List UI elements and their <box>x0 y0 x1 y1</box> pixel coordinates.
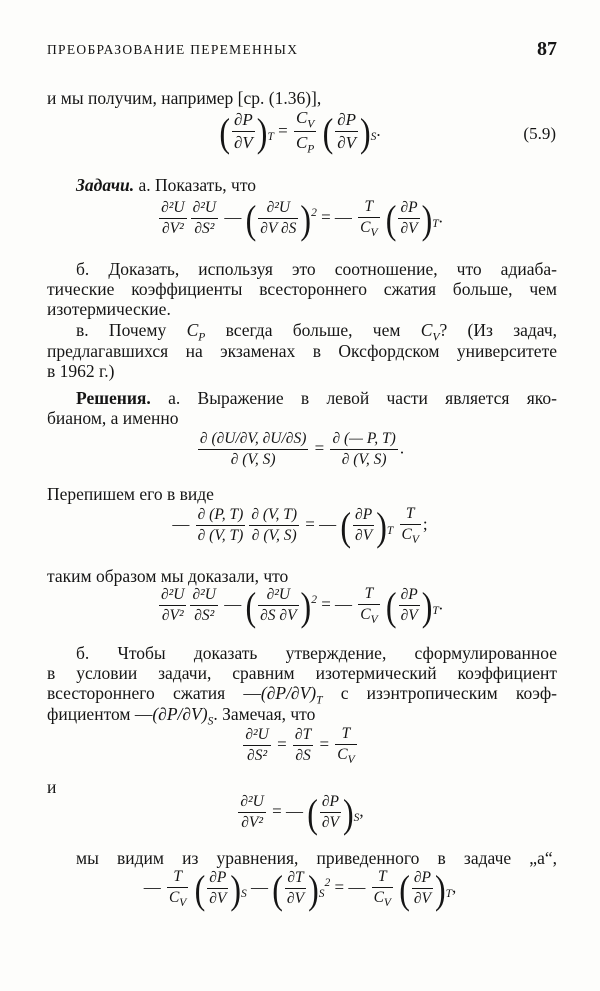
jacobian-equation: $\frac{\partial (\partial U/\partial V, \partial U/\partial S)}{\partial (V, S)}$ = $\frac{\partial (— P, T)}{\partial (V, S)}$ . <box>199 430 405 468</box>
problem-c-line-3: в 1962 г.) <box>47 361 115 381</box>
solution-b-line-4: фициентом $—(\partial P/\partial V)_S$. Замечая, что <box>47 704 316 728</box>
equation-5-9: ( $\frac{\partial P}{\partial V}$ )$_T$ = $\frac{C_V}{C_P}$ ( $\frac{\partial P}{\partial V}$ )$_S$. (5.9) <box>219 108 556 156</box>
problem-c-line-1: в. Почему $C_P$ всегда больше, чем $C_V$? (Из задач, <box>76 320 558 344</box>
page-number: 87 <box>537 38 557 60</box>
problem-b-line-1: б. Доказать, используя это соотношение, что адиаба- <box>76 259 557 279</box>
see-line: мы видим из уравнения, приведенного в задаче „а“, <box>76 848 557 868</box>
rewrite-equation: — $\frac{\partial (P, T)}{\partial (V, T)}$ $\frac{\partial (V, T)}{\partial (V, S)}$ = — ( $\frac{\partial P}{\partial V}$ )$_T$ $\frac{T}{C_V}$ ; <box>172 503 428 549</box>
entropy-equation: $\frac{\text{∂²U}}{\text{∂S²}}$ = $\frac{\partial T}{\partial S}$ = $\frac{T}{C_V}$ <box>245 725 355 767</box>
solution-b-line-2: в условии задачи, сравним изотермический коэффициент <box>47 663 557 683</box>
solutions-heading: Решения. а. Выражение в левой части является яко- <box>76 388 557 408</box>
final-equation: — $\frac{T}{C_V}$ ( $\frac{\partial P}{\partial V}$ )$_S$ — ( $\frac{\partial T}{\partial V}$ )$_S^2$ = — $\frac{T}{C_V}$ ( $\frac{\partial P}{\partial V}$ )$_T$, <box>143 866 457 912</box>
intro-line: и мы получим, например [ср. (1.36)], <box>47 88 322 108</box>
solution-b-line-3: всестороннего сжатия $—(\partial P/\partial V)_T$ с изэнтропическим коэф- <box>47 683 557 707</box>
problem-a-equation: $\frac{\text{∂²U}}{\text{∂V²}}$ $\frac{\text{∂²U}}{\text{∂S²}}$ — ( $\frac{\text{∂²U}}{\partial V \partial S}$ )$^2$ = — $\frac{T}{C_V}$ ( $\frac{\partial P}{\partial V}$ )$_T$. <box>161 196 443 242</box>
problem-b-line-2: тические коэффициенты всестороннего сжатия больше, чем <box>47 279 557 299</box>
solution-a-line-2: бианом, а именно <box>47 408 179 428</box>
running-head: ПРЕОБРАЗОВАНИЕ ПЕРЕМЕННЫХ <box>47 42 299 57</box>
solution-b-line-1: б. Чтобы доказать утверждение, сформулированное <box>76 643 557 663</box>
proved-line: таким образом мы доказали, что <box>47 566 289 586</box>
proved-equation: $\frac{\text{∂²U}}{\text{∂V²}}$ $\frac{\text{∂²U}}{\text{∂S²}}$ — ( $\frac{\text{∂²U}}{\partial S \partial V}$ )$^2$ = — $\frac{T}{C_V}$ ( $\frac{\partial P}{\partial V}$ )$_T$. <box>160 583 444 629</box>
problems-heading: Задачи. а. Показать, что <box>76 175 257 195</box>
rewrite-line: Перепишем его в виде <box>47 484 214 504</box>
and-line: и <box>47 777 57 797</box>
page-header <box>47 38 557 62</box>
problem-b-line-3: изотермические. <box>47 299 171 319</box>
volume-equation: $\frac{\text{∂²U}}{\text{∂V²}}$ = — ( $\frac{\partial P}{\partial V}$ )$_S$, <box>240 790 364 835</box>
equation-number: (5.9) <box>523 124 556 143</box>
problem-c-line-2: предлагавшихся на экзаменах в Оксфордском университете <box>47 341 557 361</box>
